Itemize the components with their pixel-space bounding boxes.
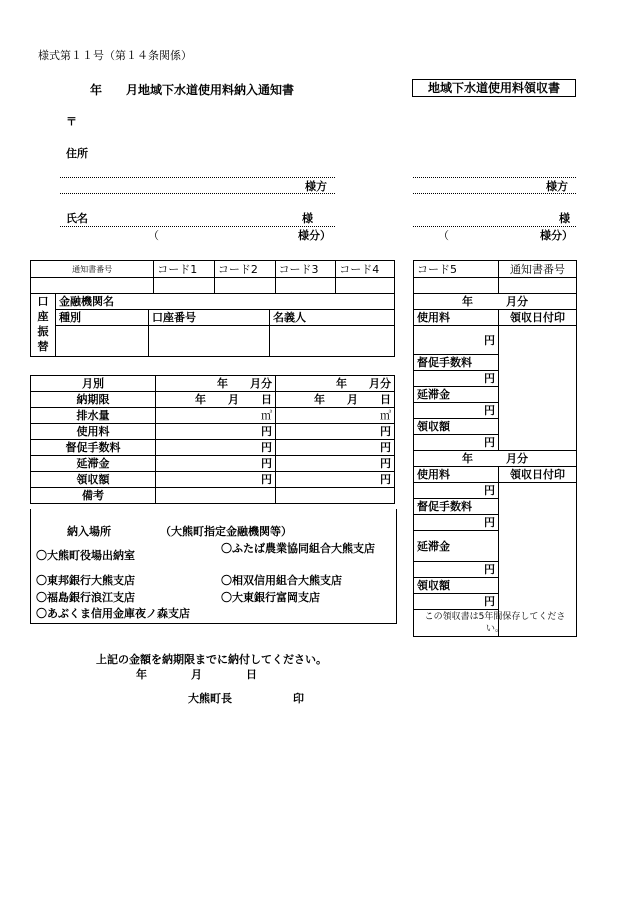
detail-label-remarks: 備考 bbox=[31, 488, 156, 504]
receipt-reminder-label-2: 督促手数料 bbox=[414, 499, 499, 515]
detail-label-received: 領収額 bbox=[31, 472, 156, 488]
payment-place-6: 〇あぶくま信用金庫夜ノ森支店 bbox=[36, 607, 190, 620]
receipt-usage-yen-1: 円 bbox=[414, 326, 499, 355]
notice-title: 年 月地域下水道使用料納入通知書 bbox=[90, 83, 295, 97]
receipt-keep-note: この領収書は5年間保存してください。 bbox=[414, 610, 577, 637]
code3-cell[interactable] bbox=[275, 278, 336, 294]
code-table bbox=[30, 260, 395, 294]
receipt-received-label-2: 領収額 bbox=[414, 578, 499, 594]
receipt-reminder-label-1: 督促手数料 bbox=[414, 355, 499, 371]
detail-drainage-1: ㎥ bbox=[156, 408, 276, 424]
account-number-label: 口座番号 bbox=[149, 310, 270, 326]
detail-month-2: 年 月分 bbox=[276, 376, 395, 392]
detail-label-reminder: 督促手数料 bbox=[31, 440, 156, 456]
name-label: 氏名 bbox=[66, 212, 88, 225]
account-type-cell[interactable] bbox=[56, 326, 149, 357]
detail-late-2: 円 bbox=[276, 456, 395, 472]
transfer-char-3: 振 bbox=[37, 325, 49, 338]
account-number-cell[interactable] bbox=[149, 326, 270, 357]
detail-table bbox=[30, 375, 395, 504]
sama-right: 様 bbox=[559, 212, 570, 225]
issue-date: 年 月 日 bbox=[136, 668, 257, 681]
address-dotted-line bbox=[60, 177, 335, 178]
notice-number-cell[interactable] bbox=[31, 278, 154, 294]
detail-label-late: 延滞金 bbox=[31, 456, 156, 472]
account-type-label: 種別 bbox=[56, 310, 149, 326]
receipt-late-yen-1: 円 bbox=[414, 403, 499, 419]
code2-header: コード2 bbox=[214, 261, 275, 278]
detail-due-1: 年 月 日 bbox=[156, 392, 276, 408]
payment-place-4: 〇福島銀行浪江支店 bbox=[36, 591, 135, 604]
receipt-month-2: 年 月分 bbox=[414, 451, 577, 467]
postal-mark: 〒 bbox=[66, 115, 77, 128]
receipt-stamp-label-2: 領収日付印 bbox=[499, 467, 577, 483]
detail-row bbox=[31, 392, 395, 408]
receipt-address-dotted-line bbox=[413, 177, 576, 178]
receipt-reminder-yen-2: 円 bbox=[414, 515, 499, 531]
payment-place-5: 〇大東銀行富岡支店 bbox=[221, 591, 320, 604]
sama-bun-left: 様分） bbox=[298, 229, 331, 242]
detail-row bbox=[31, 488, 395, 504]
form-number: 様式第１１号（第１４条関係） bbox=[38, 49, 192, 62]
payment-places-heading: 納入場所 bbox=[67, 525, 111, 538]
payment-place-1: 〇ふたば農業協同組合大熊支店 bbox=[221, 542, 375, 555]
sama-kata-left: 様方 bbox=[305, 180, 327, 193]
receipt-notice-number-header: 通知書番号 bbox=[499, 261, 577, 278]
detail-received-2: 円 bbox=[276, 472, 395, 488]
detail-label-month: 月別 bbox=[31, 376, 156, 392]
detail-late-1: 円 bbox=[156, 456, 276, 472]
address-label: 住所 bbox=[66, 147, 88, 160]
account-holder-cell[interactable] bbox=[270, 326, 395, 357]
detail-row bbox=[31, 456, 395, 472]
detail-usage-2: 円 bbox=[276, 424, 395, 440]
receipt-title: 地域下水道使用料領収書 bbox=[427, 81, 560, 95]
detail-remarks-1[interactable] bbox=[156, 488, 276, 504]
receipt-received-yen-1: 円 bbox=[414, 435, 499, 451]
sama-bun-right: 様分） bbox=[540, 229, 573, 242]
paren-open-right: （ bbox=[438, 229, 449, 242]
seal-mark: 印 bbox=[293, 692, 304, 705]
detail-usage-1: 円 bbox=[156, 424, 276, 440]
code5-cell[interactable] bbox=[414, 278, 499, 294]
receipt-address-dotted-line-2 bbox=[413, 193, 576, 194]
code2-cell[interactable] bbox=[214, 278, 275, 294]
detail-remarks-2[interactable] bbox=[276, 488, 395, 504]
receipt-late-label-2: 延滞金 bbox=[414, 531, 499, 562]
receipt-received-yen-2: 円 bbox=[414, 594, 499, 610]
notice-number-header: 通知書番号 bbox=[31, 261, 154, 278]
detail-row bbox=[31, 472, 395, 488]
paren-open-left: （ bbox=[148, 229, 159, 242]
receipt-stamp-area-1 bbox=[499, 326, 577, 451]
code4-header: コード4 bbox=[336, 261, 395, 278]
payment-place-2: 〇東邦銀行大熊支店 bbox=[36, 574, 135, 587]
receipt-title-box bbox=[412, 79, 576, 97]
sama-left: 様 bbox=[302, 212, 313, 225]
payment-place-3: 〇相双信用組合大熊支店 bbox=[221, 574, 342, 587]
detail-drainage-2: ㎥ bbox=[276, 408, 395, 424]
code1-cell[interactable] bbox=[154, 278, 215, 294]
detail-month-1: 年 月分 bbox=[156, 376, 276, 392]
detail-reminder-2: 円 bbox=[276, 440, 395, 456]
detail-label-drainage: 排水量 bbox=[31, 408, 156, 424]
code5-header: コード5 bbox=[414, 261, 499, 278]
receipt-table bbox=[413, 293, 577, 637]
receipt-month-1: 年 月分 bbox=[414, 294, 577, 310]
code1-header: コード1 bbox=[154, 261, 215, 278]
detail-received-1: 円 bbox=[156, 472, 276, 488]
bank-name-label: 金融機関名 bbox=[56, 294, 395, 310]
address-dotted-line-2 bbox=[60, 193, 335, 194]
receipt-reminder-yen-1: 円 bbox=[414, 371, 499, 387]
receipt-code-table bbox=[413, 260, 577, 294]
detail-due-2: 年 月 日 bbox=[276, 392, 395, 408]
transfer-char-4: 替 bbox=[37, 340, 49, 353]
detail-label-usage: 使用料 bbox=[31, 424, 156, 440]
receipt-usage-label-2: 使用料 bbox=[414, 467, 499, 483]
code4-cell[interactable] bbox=[336, 278, 395, 294]
detail-row bbox=[31, 440, 395, 456]
detail-reminder-1: 円 bbox=[156, 440, 276, 456]
receipt-stamp-label-1: 領収日付印 bbox=[499, 310, 577, 326]
receipt-late-yen-2: 円 bbox=[414, 562, 499, 578]
receipt-name-dotted-line bbox=[413, 226, 576, 227]
account-holder-label: 名義人 bbox=[270, 310, 395, 326]
name-dotted-line bbox=[60, 226, 335, 227]
detail-row bbox=[31, 376, 395, 392]
payment-place-0: 〇大熊町役場出納室 bbox=[36, 549, 135, 562]
receipt-received-label-1: 領収額 bbox=[414, 419, 499, 435]
receipt-notice-number-cell[interactable] bbox=[499, 278, 577, 294]
payment-places-note: （大熊町指定金融機関等） bbox=[160, 525, 292, 538]
receipt-usage-label-1: 使用料 bbox=[414, 310, 499, 326]
receipt-usage-yen-2: 円 bbox=[414, 483, 499, 499]
detail-row bbox=[31, 424, 395, 440]
account-transfer-table bbox=[30, 293, 395, 357]
payment-instruction: 上記の金額を納期限までに納付してください。 bbox=[96, 653, 327, 666]
detail-label-due: 納期限 bbox=[31, 392, 156, 408]
code3-header: コード3 bbox=[275, 261, 336, 278]
sama-kata-right: 様方 bbox=[546, 180, 568, 193]
transfer-char-1: 口 bbox=[37, 295, 49, 308]
detail-row bbox=[31, 408, 395, 424]
receipt-late-label-1: 延滞金 bbox=[414, 387, 499, 403]
mayor-title: 大熊町長 bbox=[188, 692, 232, 705]
transfer-char-2: 座 bbox=[37, 310, 49, 323]
transfer-side-label bbox=[31, 294, 56, 357]
